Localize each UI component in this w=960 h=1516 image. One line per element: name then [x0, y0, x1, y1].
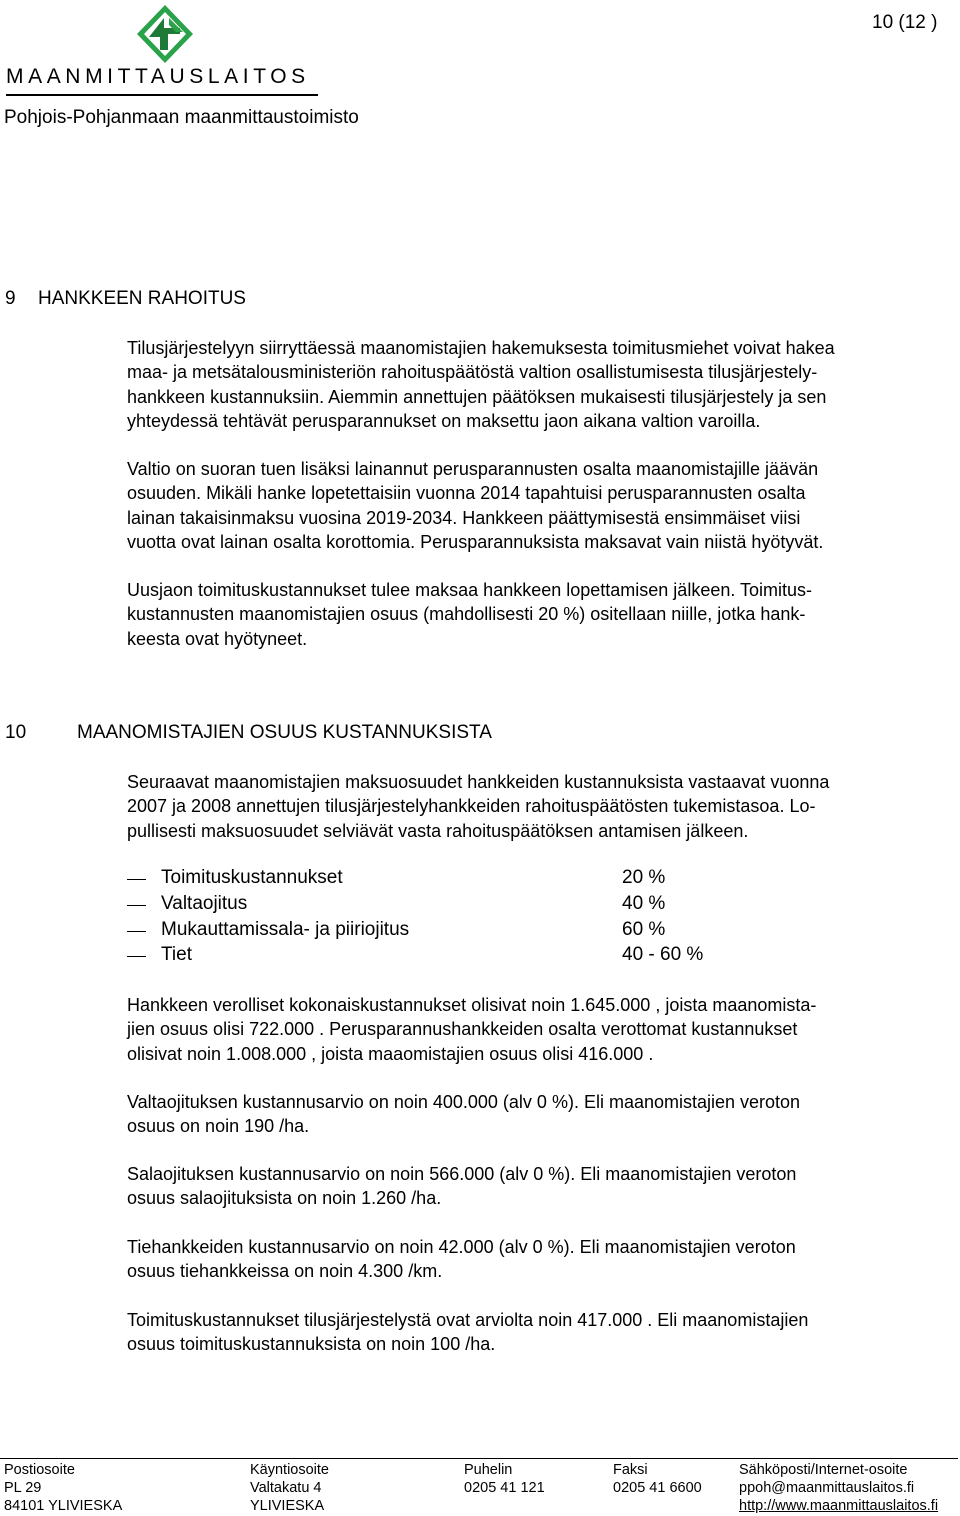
dash-bullet-icon — [127, 905, 146, 906]
cost-share-value: 20 % — [622, 867, 666, 888]
cost-share-value: 60 % — [622, 919, 666, 940]
section-9-paragraph: Valtio on suoran tuen lisäksi lainannut perusparannusten osalta maanomistajille jäävän osuuden. Mikäli hanke lopetettaisiin vuonna 2014 tapahtuisi perusparannusten osalta lainan takaisinmaksu vuosina 2019-2034. Hankkeen päättymisestä ensimmäiset viisi vuotta ovat lainan osalta korottomia. Perusparannuksista maksavat vain niistä hyötyvät. — [127, 459, 824, 553]
footer-divider — [0, 1458, 958, 1459]
footer-heading: Käyntiosoite — [250, 1462, 329, 1478]
section-10-number: 10 — [5, 722, 27, 743]
section-10-paragraph: Valtaojituksen kustannusarvio on noin 400.000 (alv 0 %). Eli maanomistajien veroton osuus on noin 190 /ha. — [127, 1092, 801, 1137]
footer-website-link[interactable]: http://www.maanmittauslaitos.fi — [739, 1498, 939, 1514]
header-divider — [6, 94, 318, 96]
maanmittauslaitos-logo-icon — [136, 4, 194, 64]
footer-text: PL 29 — [4, 1480, 42, 1496]
cost-share-label: Mukauttamissala- ja piiriojitus — [161, 919, 410, 940]
section-10-title: MAANOMISTAJIEN OSUUS KUSTANNUKSISTA — [77, 722, 492, 743]
dash-bullet-icon — [127, 956, 146, 957]
section-9-title: HANKKEEN RAHOITUS — [38, 288, 246, 309]
office-name: Pohjois-Pohjanmaan maanmittaustoimisto — [4, 107, 359, 128]
footer-visiting-address — [250, 1461, 329, 1515]
footer-heading: Puhelin — [464, 1462, 513, 1478]
dash-bullet-icon — [127, 879, 146, 880]
cost-share-label: Valtaojitus — [161, 893, 248, 914]
footer-fax — [613, 1461, 702, 1497]
footer-heading: Sähköposti/Internet-osoite — [739, 1462, 908, 1478]
cost-share-label: Toimituskustannukset — [161, 867, 343, 888]
section-9-number: 9 — [5, 288, 16, 309]
section-10-paragraph: Salaojituksen kustannusarvio on noin 566.000 (alv 0 %). Eli maanomistajien veroton osuus salaojituksista on noin 1.260 /ha. — [127, 1164, 797, 1209]
footer-heading: Faksi — [613, 1462, 648, 1478]
section-10-paragraph: Hankkeen verolliset kokonaiskustannukset olisivat noin 1.645.000 , joista maanomista- jien osuus olisi 722.000 . Perusparannushankkeiden osalta verottomat kustannukset olisivat noin 1.008.000 , joista maaomistajien osuus olisi 416.000 . — [127, 995, 817, 1064]
section-10-paragraph: Toimituskustannukset tilusjärjestelystä ovat arviolta noin 417.000 . Eli maanomistajien osuus toimituskustannuksista on noin 100 /ha. — [127, 1310, 809, 1355]
dash-bullet-icon — [127, 931, 146, 932]
footer-text: Valtakatu 4 — [250, 1480, 322, 1496]
footer-text: 0205 41 121 — [464, 1480, 545, 1496]
footer-email: ppoh@maanmittauslaitos.fi — [739, 1480, 915, 1496]
footer-phone — [464, 1461, 545, 1497]
section-10-paragraph: Tiehankkeiden kustannusarvio on noin 42.000 (alv 0 %). Eli maanomistajien veroton osuus tiehankkeissa on noin 4.300 /km. — [127, 1237, 796, 1282]
footer-text: YLIVIESKA — [250, 1498, 325, 1514]
section-9-paragraph: Uusjaon toimituskustannukset tulee maksaa hankkeen lopettamisen jälkeen. Toimitus- kustannusten maanomistajien osuus (mahdollisesti 20 %) ositellaan niille, jotka hank- keesta ovat hyötyneet. — [127, 580, 813, 649]
cost-share-value: 40 - 60 % — [622, 944, 704, 965]
footer-text: 84101 YLIVIESKA — [4, 1498, 123, 1514]
cost-share-label: Tiet — [161, 944, 192, 965]
cost-share-value: 40 % — [622, 893, 666, 914]
page-number: 10 (12 ) — [872, 12, 938, 33]
organization-name: MAANMITTAUSLAITOS — [6, 65, 310, 88]
section-10-intro: Seuraavat maanomistajien maksuosuudet hankkeiden kustannuksista vastaavat vuonna 2007 ja 2008 annettujen tilusjärjestelyhankkeiden rahoituspäätösten tukemistasoa. Lo- pullisesti maksuosuudet selviävät vasta rahoituspäätöksen antamisen jälkeen. — [127, 772, 830, 841]
footer-text: 0205 41 6600 — [613, 1480, 702, 1496]
section-9-paragraph: Tilusjärjestelyyn siirryttäessä maanomistajien hakemuksesta toimitusmiehet voivat hakea maa- ja metsätalousministeriön rahoituspäätöstä valtion osallistumisesta tilusjärjestely- hankkeen kustannuksiin. Aiemmin annettujen päätöksen mukaisesti tilusjärjestely ja sen yhteydessä tehtävät perusparannukset on maksettu jaon aikana valtion varoilla. — [127, 338, 835, 432]
footer-postal-address — [4, 1461, 122, 1515]
footer-heading: Postiosoite — [4, 1462, 75, 1478]
footer-contact — [739, 1461, 938, 1515]
